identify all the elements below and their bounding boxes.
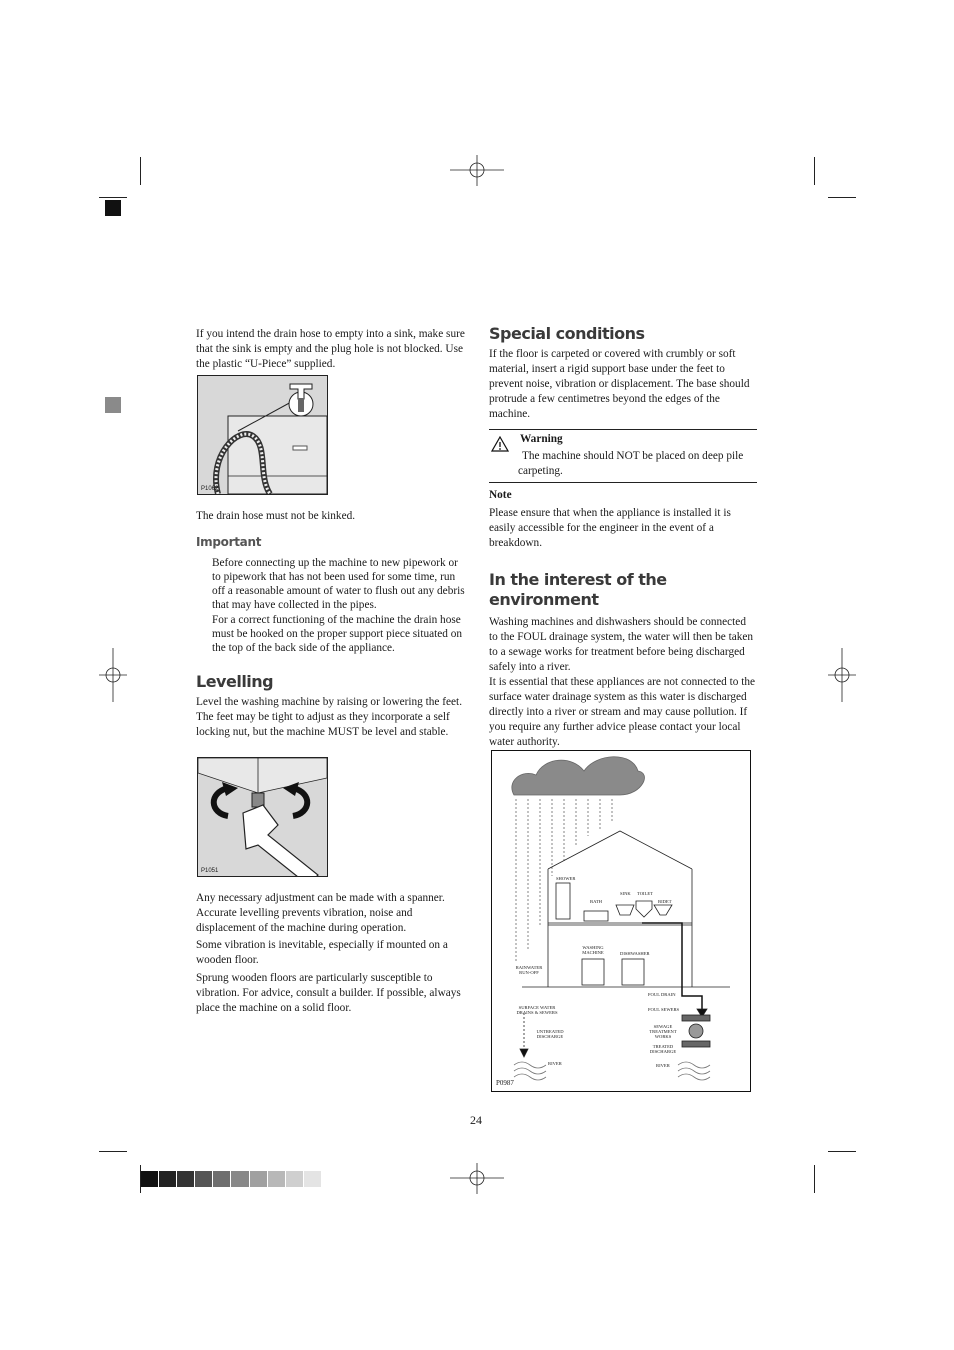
grey-tab-marker bbox=[105, 397, 121, 413]
crop-mark bbox=[814, 157, 815, 185]
levelling-paragraph: Level the washing machine by raising or lowering the feet. The feet may be tight to adjust as they incorporate a self locking nut, but the machine MUST be level and stable. bbox=[196, 696, 463, 738]
spanner-illustration bbox=[198, 758, 327, 876]
figure-code: P1062 bbox=[201, 486, 219, 492]
crop-mark bbox=[828, 197, 856, 198]
diagram-label-river-left: RIVER bbox=[548, 1061, 562, 1066]
note-label: Note bbox=[489, 489, 512, 501]
diagram-label-foul-drain: FOUL DRAIN bbox=[648, 992, 676, 997]
diagram-label-toilet: TOILET bbox=[637, 891, 653, 896]
crop-mark bbox=[828, 1151, 856, 1152]
crop-mark bbox=[814, 1165, 815, 1193]
adjustment-paragraph-1: Any necessary adjustment can be made with a spanner. Accurate levelling prevents vibration, noise and displacement of the machine during operation. bbox=[196, 892, 445, 934]
levelling-heading: Levelling bbox=[196, 672, 274, 691]
diagram-label-sewage-works: SEWAGE TREATMENT WORKS bbox=[649, 1024, 677, 1039]
diagram-label-dishwasher: DISHWASHER bbox=[620, 951, 650, 956]
special-conditions-paragraph: If the floor is carpeted or covered with crumbly or soft material, insert a rigid support base under the feet to prevent noise, vibration or displacement. The base should protrude a few centimetres beyond the edges of the machine. bbox=[489, 348, 750, 420]
environment-paragraph-2: It is essential that these appliances are not connected to the surface water drainage system as this water is discharged directly into a river or stream and may cause pollution. If you require any further advice please contact your local water authority. bbox=[489, 676, 756, 748]
drain-hose-intro: If you intend the drain hose to empty into a sink, make sure that the sink is empty and the plug hole is not blocked. Use the plastic “U-Piece” supplied. bbox=[196, 328, 465, 370]
kink-note: The drain hose must not be kinked. bbox=[196, 510, 356, 522]
diagram-label-washing-machine: WASHING MACHINE bbox=[582, 945, 604, 955]
page-number: 24 bbox=[470, 1113, 482, 1127]
levelling-figure bbox=[197, 757, 328, 877]
crop-mark bbox=[99, 1151, 127, 1152]
diagram-code: P0987 bbox=[496, 1079, 514, 1087]
color-calibration-bar bbox=[141, 1171, 321, 1187]
warning-label: Warning bbox=[520, 433, 563, 445]
important-paragraph-1: Before connecting up the machine to new pipework or to pipework that has not been used for some time, run off a reasonable amount of water to flush out any debris that may have collected in the pipes. bbox=[212, 557, 465, 611]
environment-heading: In the interest of the environment bbox=[489, 570, 667, 609]
diagram-label-foul-sewers: FOUL SEWERS bbox=[648, 1007, 680, 1012]
adjustment-paragraph-3: Sprung wooden floors are particularly susceptible to vibration. For advice, consult a builder. If possible, always place the machine on a solid floor. bbox=[196, 972, 461, 1014]
drain-hose-illustration bbox=[198, 376, 327, 494]
diagram-label-river-right: RIVER bbox=[656, 1063, 670, 1068]
diagram-label-bath: BATH bbox=[590, 899, 602, 904]
warning-triangle-icon bbox=[491, 436, 509, 452]
diagram-label-untreated: UNTREATED DISCHARGE bbox=[536, 1029, 564, 1039]
diagram-label-treated: TREATED DISCHARGE bbox=[649, 1044, 677, 1054]
drainage-diagram bbox=[491, 750, 751, 1092]
drainage-illustration bbox=[492, 751, 750, 1091]
diagram-label-shower: SHOWER bbox=[556, 876, 576, 881]
black-tab-marker bbox=[105, 200, 121, 216]
crop-mark bbox=[99, 197, 127, 198]
crop-mark bbox=[140, 157, 141, 185]
special-conditions-heading: Special conditions bbox=[489, 324, 645, 343]
note-paragraph: Please ensure that when the appliance is installed it is easily accessible for the engineer in the event of a breakdown. bbox=[489, 507, 731, 549]
drain-hose-figure bbox=[197, 375, 328, 495]
diagram-label-rainwater: RAINWATER RUN-OFF bbox=[515, 965, 543, 975]
diagram-label-sink: SINK bbox=[620, 891, 631, 896]
diagram-label-bidet: BIDET bbox=[658, 899, 672, 904]
figure-code: P1051 bbox=[201, 868, 219, 874]
adjustment-paragraph-2: Some vibration is inevitable, especially if mounted on a wooden floor. bbox=[196, 939, 448, 966]
warning-text: The machine should NOT be placed on deep pile carpeting. bbox=[518, 450, 744, 477]
environment-paragraph-1: Washing machines and dishwashers should be connected to the FOUL drainage system, the water will then be taken to a sewage works for treatment before being discharged safely into a river. bbox=[489, 616, 754, 673]
important-heading: Important bbox=[196, 535, 262, 549]
important-paragraph-2: For a correct functioning of the machine the drain hose must be hooked on the proper support piece situated on the top of the back side of the appliance. bbox=[212, 614, 463, 654]
diagram-label-surface-water: SURFACE WATER DRAINS & SEWERS bbox=[516, 1005, 558, 1015]
warning-box bbox=[489, 429, 757, 483]
